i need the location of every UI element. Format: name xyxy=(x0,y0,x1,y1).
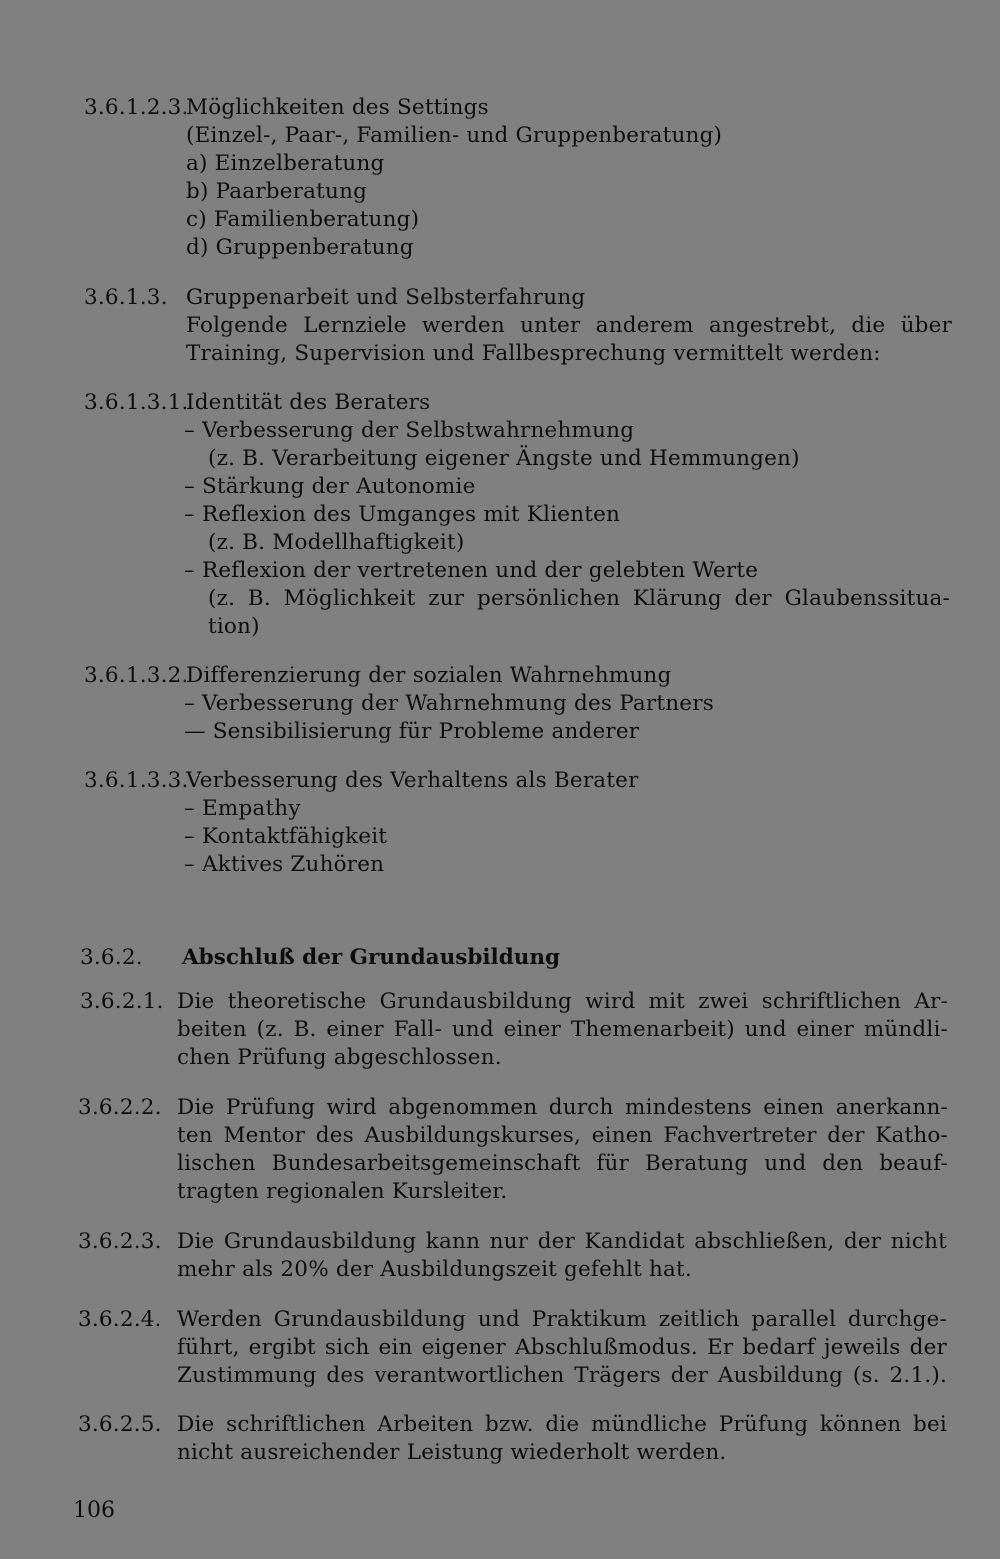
section-number: 3.6.1.3.3. xyxy=(84,768,189,793)
list-item-note: (z. B. Möglichkeit zur persönlichen Klärung der Glaubenssitua- xyxy=(208,586,950,611)
section-title: Differenzierung der sozialen Wahrnehmung xyxy=(186,663,672,688)
section-title: Identität des Beraters xyxy=(186,390,431,415)
list-item: – Verbesserung der Wahrnehmung des Partners xyxy=(184,691,714,716)
list-item: – Reflexion des Umganges mit Klienten xyxy=(184,502,621,527)
list-item: d) Gruppenberatung xyxy=(186,235,414,260)
paragraph-line: Folgende Lernziele werden unter anderem angestrebt, die über xyxy=(186,313,952,338)
section-title: Möglichkeiten des Settings xyxy=(186,95,489,120)
section-number: 3.6.2. xyxy=(80,945,143,970)
section-heading: Abschluß der Grundausbildung xyxy=(182,945,561,970)
list-item: – Kontaktfähigkeit xyxy=(184,824,388,849)
section-number: 3.6.1.3.2. xyxy=(84,663,189,688)
paragraph-line: chen Prüfung abgeschlossen. xyxy=(177,1045,502,1070)
paragraph-line: Zustimmung des verantwortlichen Trägers der Ausbildung (s. 2.1.). xyxy=(177,1363,947,1388)
page-number: 106 xyxy=(73,1498,115,1523)
section-title: Gruppenarbeit und Selbsterfahrung xyxy=(186,285,586,310)
paragraph-line: Training, Supervision und Fallbesprechung vermittelt werden: xyxy=(186,341,881,366)
section-title: Verbesserung des Verhaltens als Berater xyxy=(186,768,639,793)
paragraph-line: ten Mentor des Ausbildungskurses, einen Fachvertreter der Katho- xyxy=(177,1123,948,1148)
list-item: c) Familienberatung) xyxy=(186,207,420,232)
section-number: 3.6.1.3.1. xyxy=(84,390,189,415)
paragraph-line: Die schriftlichen Arbeiten bzw. die mündliche Prüfung können bei xyxy=(177,1412,947,1437)
list-item: – Stärkung der Autonomie xyxy=(184,474,476,499)
section-number: 3.6.1.3. xyxy=(84,285,168,310)
paragraph-line: Die Prüfung wird abgenommen durch mindestens einen anerkann- xyxy=(177,1095,948,1120)
list-item: – Empathy xyxy=(184,796,301,821)
list-item: – Verbesserung der Selbstwahrnehmung xyxy=(184,418,635,443)
section-number: 3.6.2.5. xyxy=(78,1412,162,1437)
paragraph-line: Werden Grundausbildung und Praktikum zeitlich parallel durchge- xyxy=(177,1307,947,1332)
section-number: 3.6.2.4. xyxy=(78,1307,162,1332)
paragraph-line: führt, ergibt sich ein eigener Abschlußmodus. Er bedarf jeweils der xyxy=(177,1335,947,1360)
paragraph-line: Die theoretische Grundausbildung wird mit zwei schriftlichen Ar- xyxy=(177,989,948,1014)
section-number: 3.6.1.2.3. xyxy=(84,95,189,120)
list-item: — Sensibilisierung für Probleme anderer xyxy=(184,719,640,744)
section-number: 3.6.2.3. xyxy=(78,1229,162,1254)
paragraph-line: lischen Bundesarbeitsgemeinschaft für Beratung und den beauf- xyxy=(177,1151,948,1176)
list-item: – Reflexion der vertretenen und der gelebten Werte xyxy=(184,558,759,583)
paragraph-line: Die Grundausbildung kann nur der Kandidat abschließen, der nicht xyxy=(177,1229,947,1254)
paragraph-line: beiten (z. B. einer Fall- und einer Themenarbeit) und einer mündli- xyxy=(177,1017,948,1042)
list-item: b) Paarberatung xyxy=(186,179,368,204)
list-item-note: (z. B. Modellhaftigkeit) xyxy=(208,530,465,555)
section-subtitle: (Einzel-, Paar-, Familien- und Gruppenberatung) xyxy=(186,123,723,148)
paragraph-line: mehr als 20% der Ausbildungszeit gefehlt hat. xyxy=(177,1257,692,1282)
list-item: a) Einzelberatung xyxy=(186,151,385,176)
list-item: – Aktives Zuhören xyxy=(184,852,385,877)
section-number: 3.6.2.2. xyxy=(78,1095,162,1120)
list-item-note: (z. B. Verarbeitung eigener Ängste und Hemmungen) xyxy=(208,446,800,471)
list-item-note: tion) xyxy=(208,614,260,639)
paragraph-line: tragten regionalen Kursleiter. xyxy=(177,1179,508,1204)
section-number: 3.6.2.1. xyxy=(80,989,164,1014)
paragraph-line: nicht ausreichender Leistung wiederholt werden. xyxy=(177,1440,727,1465)
